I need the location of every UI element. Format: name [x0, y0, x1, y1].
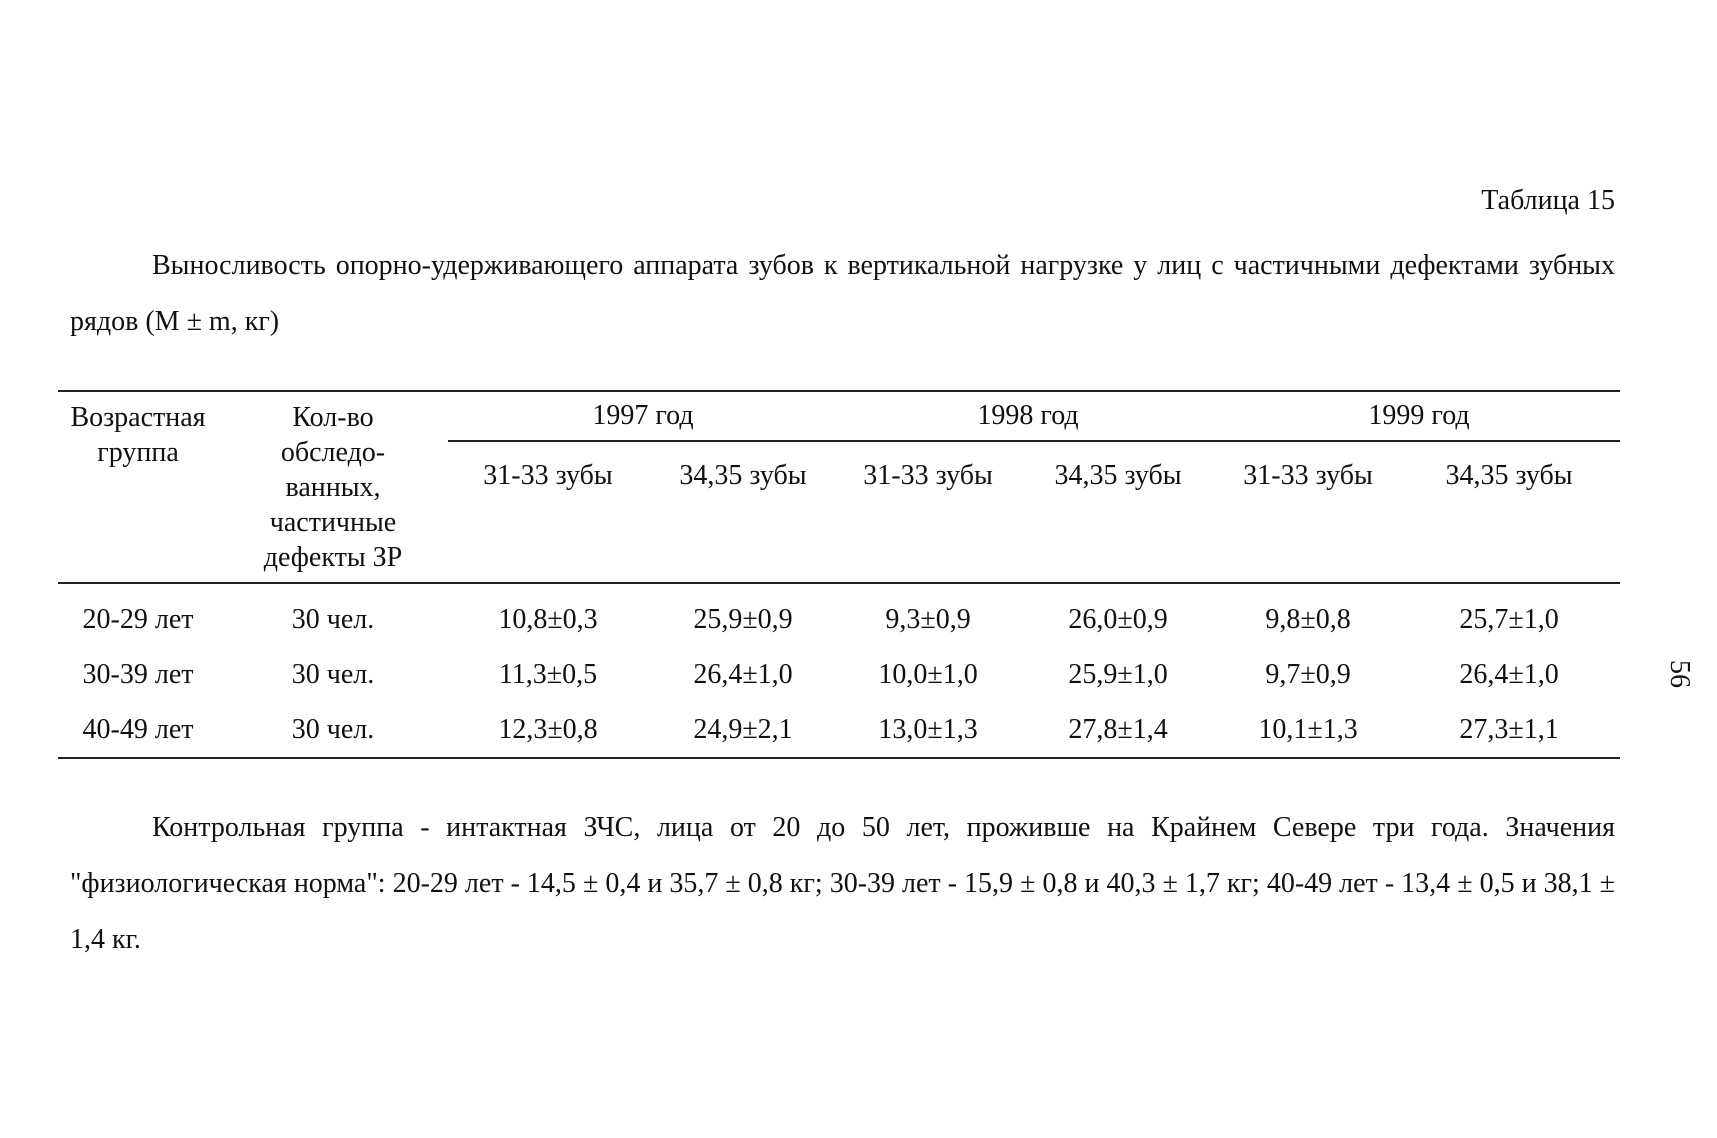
subheader-label: 34,35 зубы	[679, 460, 807, 491]
value-cell: 26,4±1,0	[693, 658, 793, 690]
year-label: 1997 год	[592, 400, 694, 431]
table-row	[58, 647, 1620, 702]
value-cell: 9,8±0,8	[1265, 603, 1351, 635]
value-cell: 11,3±0,5	[498, 658, 598, 690]
value-cell: 12,3±0,8	[448, 702, 648, 758]
value-cell: 24,9±2,1	[648, 702, 838, 758]
header-count-label: Кол-во обследо-ванных, частичные дефекты ЗР	[263, 402, 403, 573]
table-note: Контрольная группа - интактная ЗЧС, лица от 20 до 50 лет, проживше на Крайнем Севере три года. Значения "физиологическая норма": 20-29 лет - 14,5 ± 0,4 и 35,7 ± 0,8 кг; 30-39 лет - 15,9 ± 0,8 и 40,3 ± 1,7 кг; 40-49 лет - 13,4 ± 0,5 и 38,1 ± 1,4 кг.	[70, 812, 1615, 955]
year-label: 1998 год	[977, 400, 1079, 431]
header-year-1997	[448, 391, 838, 441]
year-label: 1999 год	[1368, 400, 1470, 431]
page-number: 56	[1664, 660, 1695, 688]
count-cell: 30 чел.	[291, 603, 375, 635]
value-cell: 26,0±0,9	[1068, 603, 1168, 635]
value-cell: 9,3±0,9	[885, 603, 971, 635]
subheader-label: 31-33 зубы	[1243, 460, 1373, 491]
table-label: Таблица 15	[1481, 185, 1615, 216]
subheader	[448, 441, 648, 583]
value-cell: 25,7±1,0	[1459, 603, 1559, 635]
value-cell: 13,0±1,3	[838, 702, 1018, 758]
value-cell: 25,9±1,0	[1068, 658, 1168, 690]
value-cell: 25,9±0,9	[693, 603, 793, 635]
table-row	[58, 583, 1620, 647]
value-cell: 10,0±1,0	[878, 658, 978, 690]
count-cell: 30 чел.	[218, 702, 448, 758]
subheader	[648, 441, 838, 583]
age-cell: 30-39 лет	[82, 658, 194, 690]
subheader-label: 31-33 зубы	[483, 460, 613, 491]
value-cell: 26,4±1,0	[1459, 658, 1559, 690]
data-table	[58, 390, 1620, 759]
subheader	[1018, 441, 1218, 583]
value-cell: 9,7±0,9	[1265, 658, 1351, 690]
value-cell: 10,1±1,3	[1218, 702, 1398, 758]
age-cell: 40-49 лет	[58, 702, 218, 758]
header-age-group	[58, 391, 218, 583]
value-cell: 27,8±1,4	[1018, 702, 1218, 758]
subheader-label: 34,35 зубы	[1054, 460, 1182, 491]
age-cell: 20-29 лет	[82, 603, 194, 635]
subheader	[1218, 441, 1398, 583]
header-age-group-label: Возрастная группа	[70, 402, 206, 468]
table-row	[58, 702, 1620, 758]
value-cell: 27,3±1,1	[1398, 702, 1620, 758]
count-cell: 30 чел.	[291, 658, 375, 690]
subheader	[1398, 441, 1620, 583]
subheader-label: 31-33 зубы	[863, 460, 993, 491]
table-caption: Выносливость опорно-удерживающего аппарата зубов к вертикальной нагрузке у лиц с частичными дефектами зубных рядов (М ± m, кг)	[70, 250, 1615, 337]
header-year-1999	[1218, 391, 1620, 441]
header-year-1998	[838, 391, 1218, 441]
subheader	[838, 441, 1018, 583]
value-cell: 10,8±0,3	[498, 603, 598, 635]
header-count	[218, 391, 448, 583]
subheader-label: 34,35 зубы	[1445, 460, 1573, 491]
